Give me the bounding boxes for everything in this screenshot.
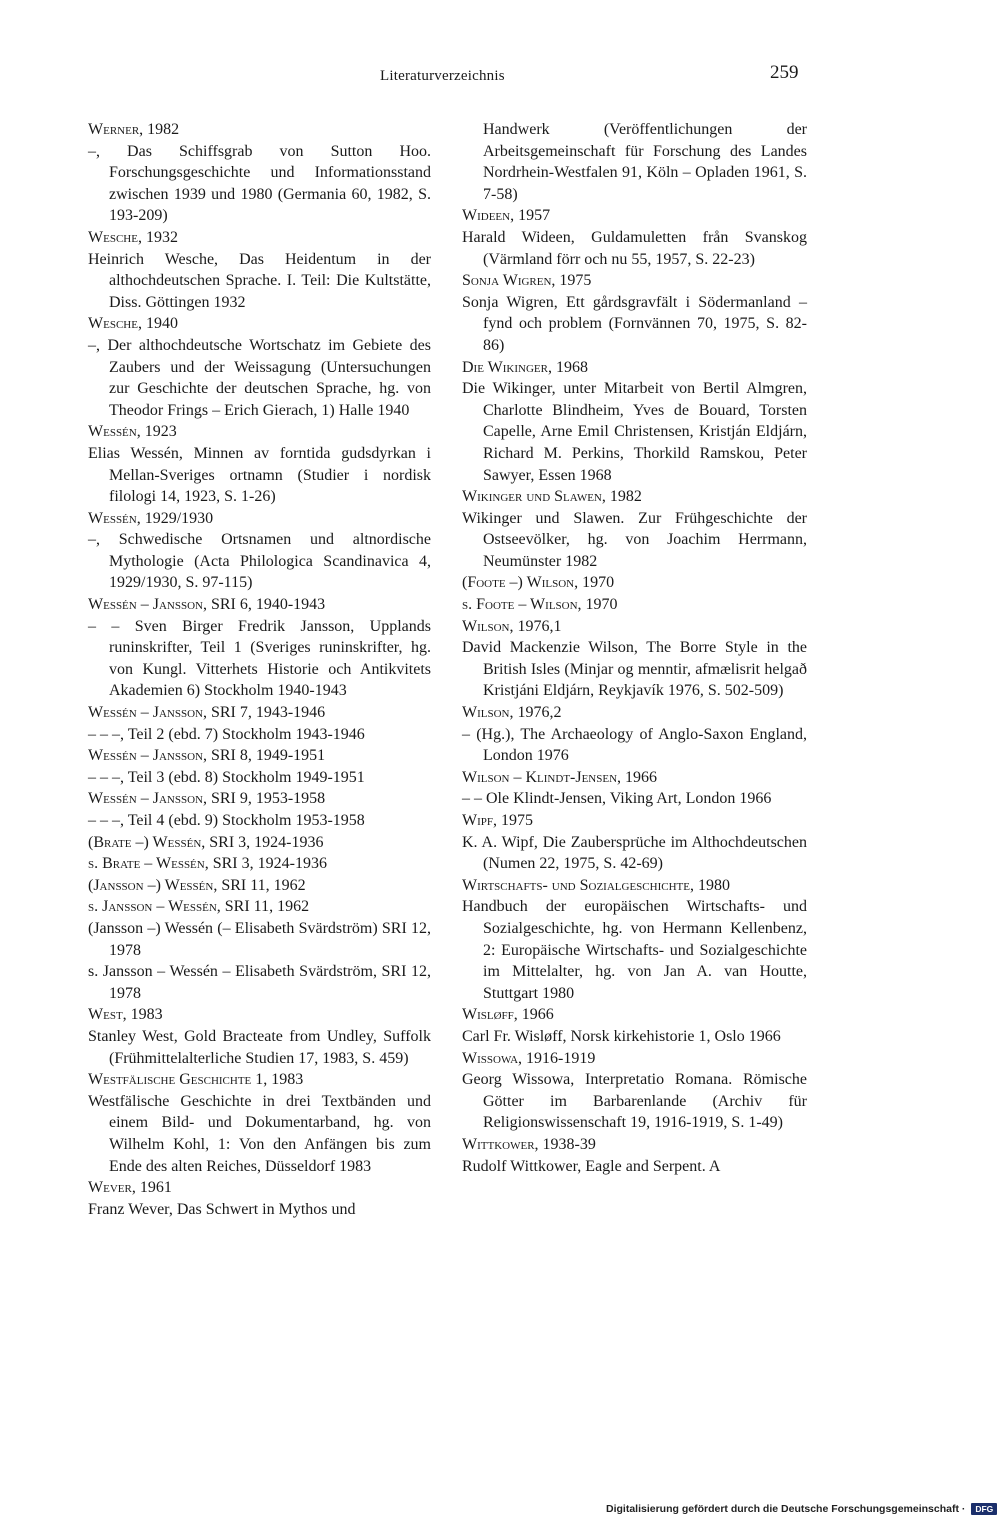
bibliography-entry — [462, 1134, 807, 1177]
entry-heading: Wessén – Jansson, SRI 6, 1940-1943 — [88, 596, 326, 614]
entry-heading: Wessén – Jansson, SRI 9, 1953-1958 — [88, 790, 326, 808]
footer-text: Digitalisierung gefördert durch die Deutsche Forschungsgemeinschaft · — [606, 1503, 966, 1515]
entry-heading: Wipf, 1975 — [462, 812, 533, 829]
bibliography-entry — [462, 1048, 807, 1134]
entry-heading: s. Jansson – Wessén, SRI 11, 1962 — [88, 898, 310, 916]
entry-heading: Wever, 1961 — [88, 1179, 172, 1197]
entry-reference: –, Der althochdeutsche Wortschatz im Gebiete des Zaubers und der Weissagung (Untersuchungen zur Geschichte der deutschen Sprache, hg. von Theodor Frings – Erich Gierach, 1) Halle 1940 — [88, 336, 431, 419]
dfg-footer — [606, 1503, 994, 1519]
entry-reference: David Mackenzie Wilson, The Borre Style in the British Isles (Minjar og menntir, afmælisrit helgað Kristjáni Eldjárn, Reykjavík 1976, S. 502-509) — [462, 639, 807, 700]
entry-reference: –, Das Schiffsgrab von Sutton Hoo. Forschungsgeschichte und Informationsstand zwischen 1939 und 1980 (Germania 60, 1982, S. 193-209) — [88, 142, 431, 225]
bibliography-entry — [462, 486, 807, 572]
bibliography-entry — [88, 702, 431, 745]
bibliography-entry — [462, 205, 807, 270]
entry-heading: Wessén, 1929/1930 — [88, 509, 214, 527]
entry-reference: Westfälische Geschichte in drei Textbänden und einem Bild- und Dokumentarband, hg. von Wilhelm Kohl, 1: Von den Anfängen bis zum Ende des alten Reiches, Düsseldorf 1983 — [88, 1092, 431, 1175]
entry-heading: (Foote –) Wilson, 1970 — [462, 574, 615, 592]
entry-heading: Wesche, 1940 — [88, 315, 178, 333]
entry-heading: Wissowa, 1916-1919 — [462, 1049, 596, 1067]
entry-reference: Die Wikinger, unter Mitarbeit von Bertil Almgren, Charlotte Blindheim, Yves de Bouard, Torsten Capelle, Arne Emil Christensen, Kristján Eldjárn, Richard M. Perkins, Thorkild Ramskou, Peter Sawyer, Essen 1968 — [462, 380, 807, 484]
entry-heading: s. Foote – Wilson, 1970 — [462, 596, 618, 614]
right-column — [462, 119, 807, 1177]
entry-reference: – – –, Teil 2 (ebd. 7) Stockholm 1943-1946 — [88, 725, 365, 743]
entry-reference: Heinrich Wesche, Das Heidentum in der althochdeutschen Sprache. I. Teil: Die Kultstätte, Diss. Göttingen 1932 — [88, 250, 431, 311]
entry-heading: Wideen, 1957 — [462, 207, 551, 225]
bibliography-entry — [462, 702, 807, 767]
entry-reference: – – Sven Birger Fredrik Jansson, Upplands runinskrifter, Teil 1 (Sveriges runinskrifter, hg. von Kungl. Vitterhets Historie och Antikvitets Akademien 6) Stockholm 1940-1943 — [88, 617, 431, 700]
entry-reference: – – –, Teil 4 (ebd. 9) Stockholm 1953-1958 — [88, 812, 365, 829]
entry-reference: – – –, Teil 3 (ebd. 8) Stockholm 1949-1951 — [88, 768, 365, 786]
bibliography-entry — [462, 119, 807, 205]
bibliography-entry — [88, 961, 431, 1004]
entry-heading: Wikinger und Slawen, 1982 — [462, 488, 642, 506]
entry-reference: Georg Wissowa, Interpretatio Romana. Römische Götter im Barbarenlande (Archiv für Religionswissenschaft 19, 1916-1919, S. 1-49) — [462, 1071, 807, 1132]
entry-heading: Wirtschafts- und Sozialgeschichte, 1980 — [462, 876, 730, 894]
entry-heading: Westfälische Geschichte 1, 1983 — [88, 1071, 304, 1089]
entry-heading: Wilson, 1976,2 — [462, 704, 562, 722]
bibliography-entry — [88, 875, 431, 897]
entry-reference: Rudolf Wittkower, Eagle and Serpent. A — [462, 1157, 721, 1175]
bibliography-entry — [88, 594, 431, 702]
entry-reference: Harald Wideen, Guldamuletten från Svanskog (Värmland förr och nu 55, 1957, S. 22-23) — [462, 228, 807, 268]
entry-heading: (Jansson –) Wessén, SRI 11, 1962 — [88, 876, 306, 894]
entry-reference: K. A. Wipf, Die Zaubersprüche im Althochdeutschen (Numen 22, 1975, S. 42-69) — [462, 833, 807, 873]
entry-reference: Stanley West, Gold Bracteate from Undley, Suffolk (Frühmittelalterliche Studien 17, 1983, S. 459) — [88, 1027, 431, 1067]
entry-reference: – – Ole Klindt-Jensen, Viking Art, London 1966 — [462, 790, 772, 808]
entry-reference: Elias Wessén, Minnen av forntida gudsdyrkan i Mellan-Sveriges ortnamn (Studier i nordisk filologi 14, 1923, S. 1-26) — [88, 444, 431, 506]
bibliography-entry — [88, 1004, 431, 1069]
entry-reference: Handbuch der europäischen Wirtschafts- und Sozialgeschichte, hg. von Hermann Kellenbenz, 2: Europäische Wirtschafts- und Sozialgeschichte im Mittelalter, hg. von Jan A. van Houtte, Stuttgart 1980 — [462, 898, 807, 1002]
bibliography-entry — [88, 745, 431, 788]
left-column — [88, 119, 431, 1220]
entry-heading: Wesche, 1932 — [88, 228, 178, 246]
bibliography-entry — [88, 313, 431, 421]
bibliography-entry — [88, 227, 431, 313]
entry-heading: Die Wikinger, 1968 — [462, 358, 588, 376]
entry-heading: Wittkower, 1938-39 — [462, 1135, 596, 1153]
bibliography-entry — [462, 616, 807, 702]
entry-reference: s. Jansson – Wessén – Elisabeth Svärdström, SRI 12, 1978 — [88, 963, 431, 1002]
bibliography-entry — [88, 832, 431, 854]
bibliography-entry — [88, 1177, 431, 1220]
bibliography-entry — [88, 896, 431, 918]
entry-reference: –, Schwedische Ortsnamen und altnordische Mythologie (Acta Philologica Scandinavica 4, 1929/1930, S. 97-115) — [88, 531, 431, 592]
entry-heading: (Brate –) Wessén, SRI 3, 1924-1936 — [88, 833, 324, 851]
running-title: Literaturverzeichnis — [380, 68, 505, 84]
bibliography-entry — [462, 767, 807, 810]
bibliography-entry — [462, 810, 807, 875]
entry-heading: Wessén, 1923 — [88, 423, 177, 441]
bibliography-entry — [88, 853, 431, 875]
dfg-logo: DFG — [971, 1503, 997, 1515]
bibliography-entry — [462, 270, 807, 356]
entry-reference: Sonja Wigren, Ett gårdsgravfält i Södermanland – fynd och problem (Fornvännen 70, 1975, S. 82-86) — [462, 293, 807, 354]
bibliography-entry — [88, 508, 431, 594]
entry-heading: Wessén – Jansson, SRI 8, 1949-1951 — [88, 747, 326, 765]
page-header — [0, 62, 1000, 92]
bibliography-entry — [462, 357, 807, 487]
entry-reference: Carl Fr. Wisløff, Norsk kirkehistorie 1, Oslo 1966 — [462, 1027, 781, 1045]
bibliography-entry — [462, 1004, 807, 1047]
bibliography-entry — [88, 1069, 431, 1177]
entry-reference: Wikinger und Slawen. Zur Frühgeschichte der Ostseevölker, hg. von Joachim Herrmann, Neumünster 1982 — [462, 509, 807, 570]
bibliography-entry — [88, 119, 431, 227]
bibliography-entry — [88, 788, 431, 831]
bibliography-entry — [88, 918, 431, 961]
entry-heading: Wessén – Jansson, SRI 7, 1943-1946 — [88, 704, 326, 722]
entry-heading: Werner, 1982 — [88, 121, 180, 138]
entry-heading: s. Brate – Wessén, SRI 3, 1924-1936 — [88, 855, 327, 873]
bibliography-entry — [462, 572, 807, 594]
entry-reference: Franz Wever, Das Schwert in Mythos und — [88, 1200, 356, 1218]
entry-reference: Handwerk (Veröffentlichungen der Arbeitsgemeinschaft für Forschung des Landes Nordrhein-Westfalen 91, Köln – Opladen 1961, S. 7-58) — [483, 121, 807, 203]
bibliography-entry — [462, 594, 807, 616]
page-number: 259 — [770, 62, 799, 83]
bibliography-entry — [88, 421, 431, 507]
entry-reference: (Jansson –) Wessén (– Elisabeth Svärdström) SRI 12, 1978 — [88, 919, 431, 959]
entry-reference: – (Hg.), The Archaeology of Anglo-Saxon England, London 1976 — [462, 725, 807, 765]
entry-heading: Wilson – Klindt-Jensen, 1966 — [462, 768, 658, 786]
entry-heading: West, 1983 — [88, 1006, 163, 1024]
entry-heading: Sonja Wigren, 1975 — [462, 272, 592, 290]
bibliography-entry — [462, 875, 807, 1005]
entry-heading: Wisløff, 1966 — [462, 1006, 554, 1024]
entry-heading: Wilson, 1976,1 — [462, 617, 562, 635]
